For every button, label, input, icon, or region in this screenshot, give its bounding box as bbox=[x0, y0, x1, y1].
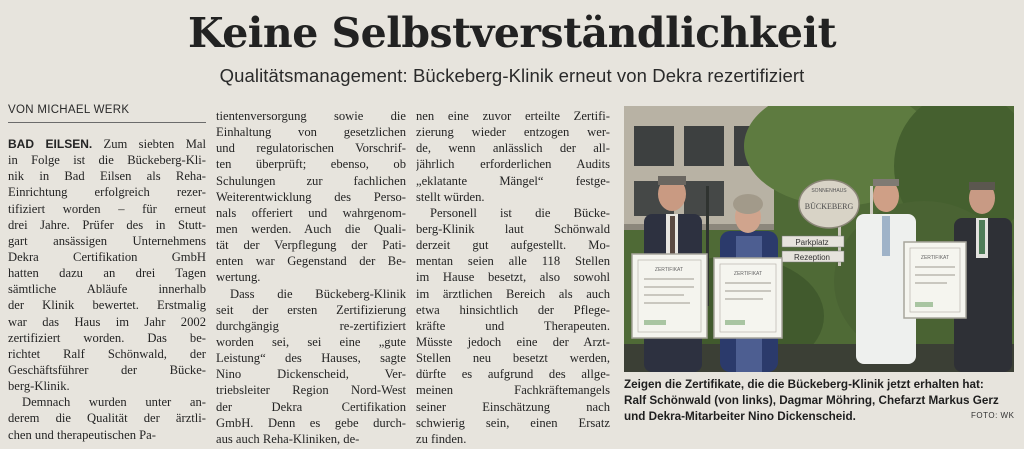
article-line: drei Jahre. Prüfer des in Stutt- bbox=[8, 217, 206, 232]
article-line: triebsleiter Region Nord-West bbox=[216, 383, 406, 398]
article-line: Weiterentwicklung des Perso- bbox=[216, 189, 406, 204]
article-line: seit der ersten Zertifizierung bbox=[216, 302, 406, 317]
photo-caption bbox=[624, 377, 1016, 425]
article-line: Schulungen zur fachlichen bbox=[216, 173, 406, 188]
photo-reception-sign-text: Rezeption bbox=[793, 253, 831, 262]
article-line: im ärztlichen Bereich als auch bbox=[416, 286, 610, 301]
article-line: ten überprüft; ebenso, ob bbox=[216, 157, 406, 172]
photo-window bbox=[684, 181, 724, 216]
article-line: de, wenn anlässlich der all- bbox=[416, 141, 610, 156]
article-line: Dekra Certifikation GmbH bbox=[8, 249, 206, 264]
article-line: zu finden. bbox=[416, 431, 467, 446]
photo-certificate-1 bbox=[632, 254, 707, 338]
article-line: nen eine zuvor erteilte Zertifi- bbox=[416, 109, 610, 123]
article-line: derzeit gut aufgestellt. Mo- bbox=[416, 238, 610, 253]
article-line: etwa hinsichtlich der Pflege- bbox=[416, 302, 610, 317]
article-line: chen und therapeutischen Pa- bbox=[8, 427, 156, 442]
article-dateline: BAD EILSEN. bbox=[8, 137, 93, 151]
article-column-3 bbox=[416, 108, 610, 447]
article-line: zertifiziert worden. Das be- bbox=[8, 330, 206, 345]
article-line: berg-Klinik laut Schönwald bbox=[416, 221, 610, 236]
svg-text:ZERTIFIKAT: ZERTIFIKAT bbox=[920, 255, 950, 261]
article-line: war das Haus im Jahr 2002 bbox=[8, 314, 206, 329]
article-line: hatten dazu an drei Tagen bbox=[8, 266, 206, 281]
photo-sign-main-text: BÜCKEBERG bbox=[804, 202, 854, 211]
photo-sign-top-text: SONNENHAUS bbox=[811, 188, 847, 194]
article-line: „eklatante Mängel“ festge- bbox=[416, 173, 610, 188]
article-line: worden sei, sei eine „gute bbox=[216, 334, 406, 349]
photo-parking-sign-text: Parkplatz bbox=[795, 238, 829, 247]
article-column-2 bbox=[216, 108, 406, 447]
article-line: nik in Bad Eilsen als Reha- bbox=[8, 169, 206, 184]
article-line: und regulatorischen Vorschrif- bbox=[216, 141, 406, 156]
article-subheadline: Qualitätsmanagement: Bückeberg-Klinik erneut von Dekra rezertifiziert bbox=[219, 65, 805, 86]
article-line: Personell ist die Bücke- bbox=[430, 205, 610, 220]
article-line: meinen Fachkräftemangels bbox=[416, 383, 610, 398]
article-line: tifiziert worden – für erneut bbox=[8, 201, 206, 216]
article-line: gart ansässigen Unternehmens bbox=[8, 233, 206, 248]
article-line: jährlich erforderlichen Audits bbox=[416, 157, 610, 172]
article-line: richtet Ralf Schönwald, der bbox=[8, 346, 206, 361]
photo-window bbox=[684, 126, 724, 166]
article-line: tät der Verpflegung der Pati- bbox=[216, 238, 406, 253]
article-line: zierung wieder entzogen wer- bbox=[416, 125, 610, 140]
article-photo bbox=[624, 106, 1014, 372]
article-line: durchgängig re-zertifiziert bbox=[216, 318, 406, 333]
article-line: der Klinik bewertet. Erstmalig bbox=[8, 298, 206, 313]
article-headline: Keine Selbstverständlichkeit bbox=[187, 9, 837, 57]
article-line: berg-Klinik. bbox=[8, 379, 70, 394]
photo-certificate-2 bbox=[714, 258, 782, 338]
article-line: men werden. Auch die Quali- bbox=[216, 221, 406, 236]
article-line: dürfte es aufgrund des allge- bbox=[416, 367, 610, 382]
article-line: wertung. bbox=[216, 270, 261, 285]
article-line: mentan seien alle 118 Stellen bbox=[416, 254, 610, 269]
caption-line: und Dekra-Mitarbeiter Nino Dickenscheid. bbox=[624, 410, 856, 423]
article-line: seiner Einschätzung nach bbox=[416, 399, 610, 414]
article-line: nals offeriert und wahrgenom- bbox=[216, 205, 406, 220]
article-line: Einhaltung von gesetzlichen bbox=[216, 125, 406, 140]
article-column-1 bbox=[8, 136, 206, 443]
article-line: derem die Qualität der ärztli- bbox=[8, 411, 206, 426]
author-byline: VON MICHAEL WERK bbox=[8, 104, 130, 116]
article-line: GmbH. Denn es gebe durch- bbox=[216, 415, 406, 430]
article-line: tientenversorgung sowie die bbox=[216, 109, 406, 123]
photo-certificate-3 bbox=[904, 242, 966, 318]
article-line: Nino Dickenscheid, Ver- bbox=[216, 367, 406, 382]
article-line: in Folge ist die Bückeberg-Kli- bbox=[8, 153, 206, 168]
article-line: im Hause besetzt, also sowohl bbox=[416, 270, 610, 285]
article-line: Dass die Bückeberg-Klinik bbox=[230, 286, 406, 301]
article-line: BAD EILSEN. Zum siebten Mal bbox=[8, 137, 206, 151]
article-line: enten war Gegenstand der Be- bbox=[216, 254, 406, 269]
article-line: Einrichtung erfolgreich rezer- bbox=[8, 185, 206, 200]
article-line: sämtliche Abläufe innerhalb bbox=[8, 282, 206, 297]
article-line: aus auch Reha-Kliniken, de- bbox=[216, 431, 360, 446]
article-line: der Dekra Certifikation bbox=[216, 399, 406, 414]
byline-divider bbox=[8, 122, 206, 123]
article-line: kräfte und Therapeuten. bbox=[416, 318, 610, 333]
article-line: Leistung“ des Hauses, sagte bbox=[216, 351, 406, 366]
photo-window bbox=[634, 126, 674, 166]
photo-scene bbox=[624, 106, 1014, 372]
article-line: stellt würden. bbox=[416, 189, 485, 204]
article-line: schwierig sein, einen Ersatz bbox=[416, 415, 610, 430]
article-line: Demnach wurden unter an- bbox=[22, 395, 206, 410]
article-line: Geschäftsführer der Bücke- bbox=[8, 362, 206, 377]
article-line: Müsste jedoch eine der Arzt- bbox=[416, 334, 610, 349]
photo-credit: FOTO: WK bbox=[971, 411, 1015, 420]
caption-line: Zeigen die Zertifikate, die die Bückeberg-Klinik jetzt erhalten hat: bbox=[624, 378, 984, 391]
article-line: Stellen neu besetzt werden, bbox=[416, 351, 610, 366]
caption-line: Ralf Schönwald (von links), Dagmar Möhring, Chefarzt Markus Gerz bbox=[624, 394, 999, 407]
svg-text:ZERTIFIKAT: ZERTIFIKAT bbox=[733, 271, 763, 277]
svg-text:ZERTIFIKAT: ZERTIFIKAT bbox=[654, 267, 684, 273]
